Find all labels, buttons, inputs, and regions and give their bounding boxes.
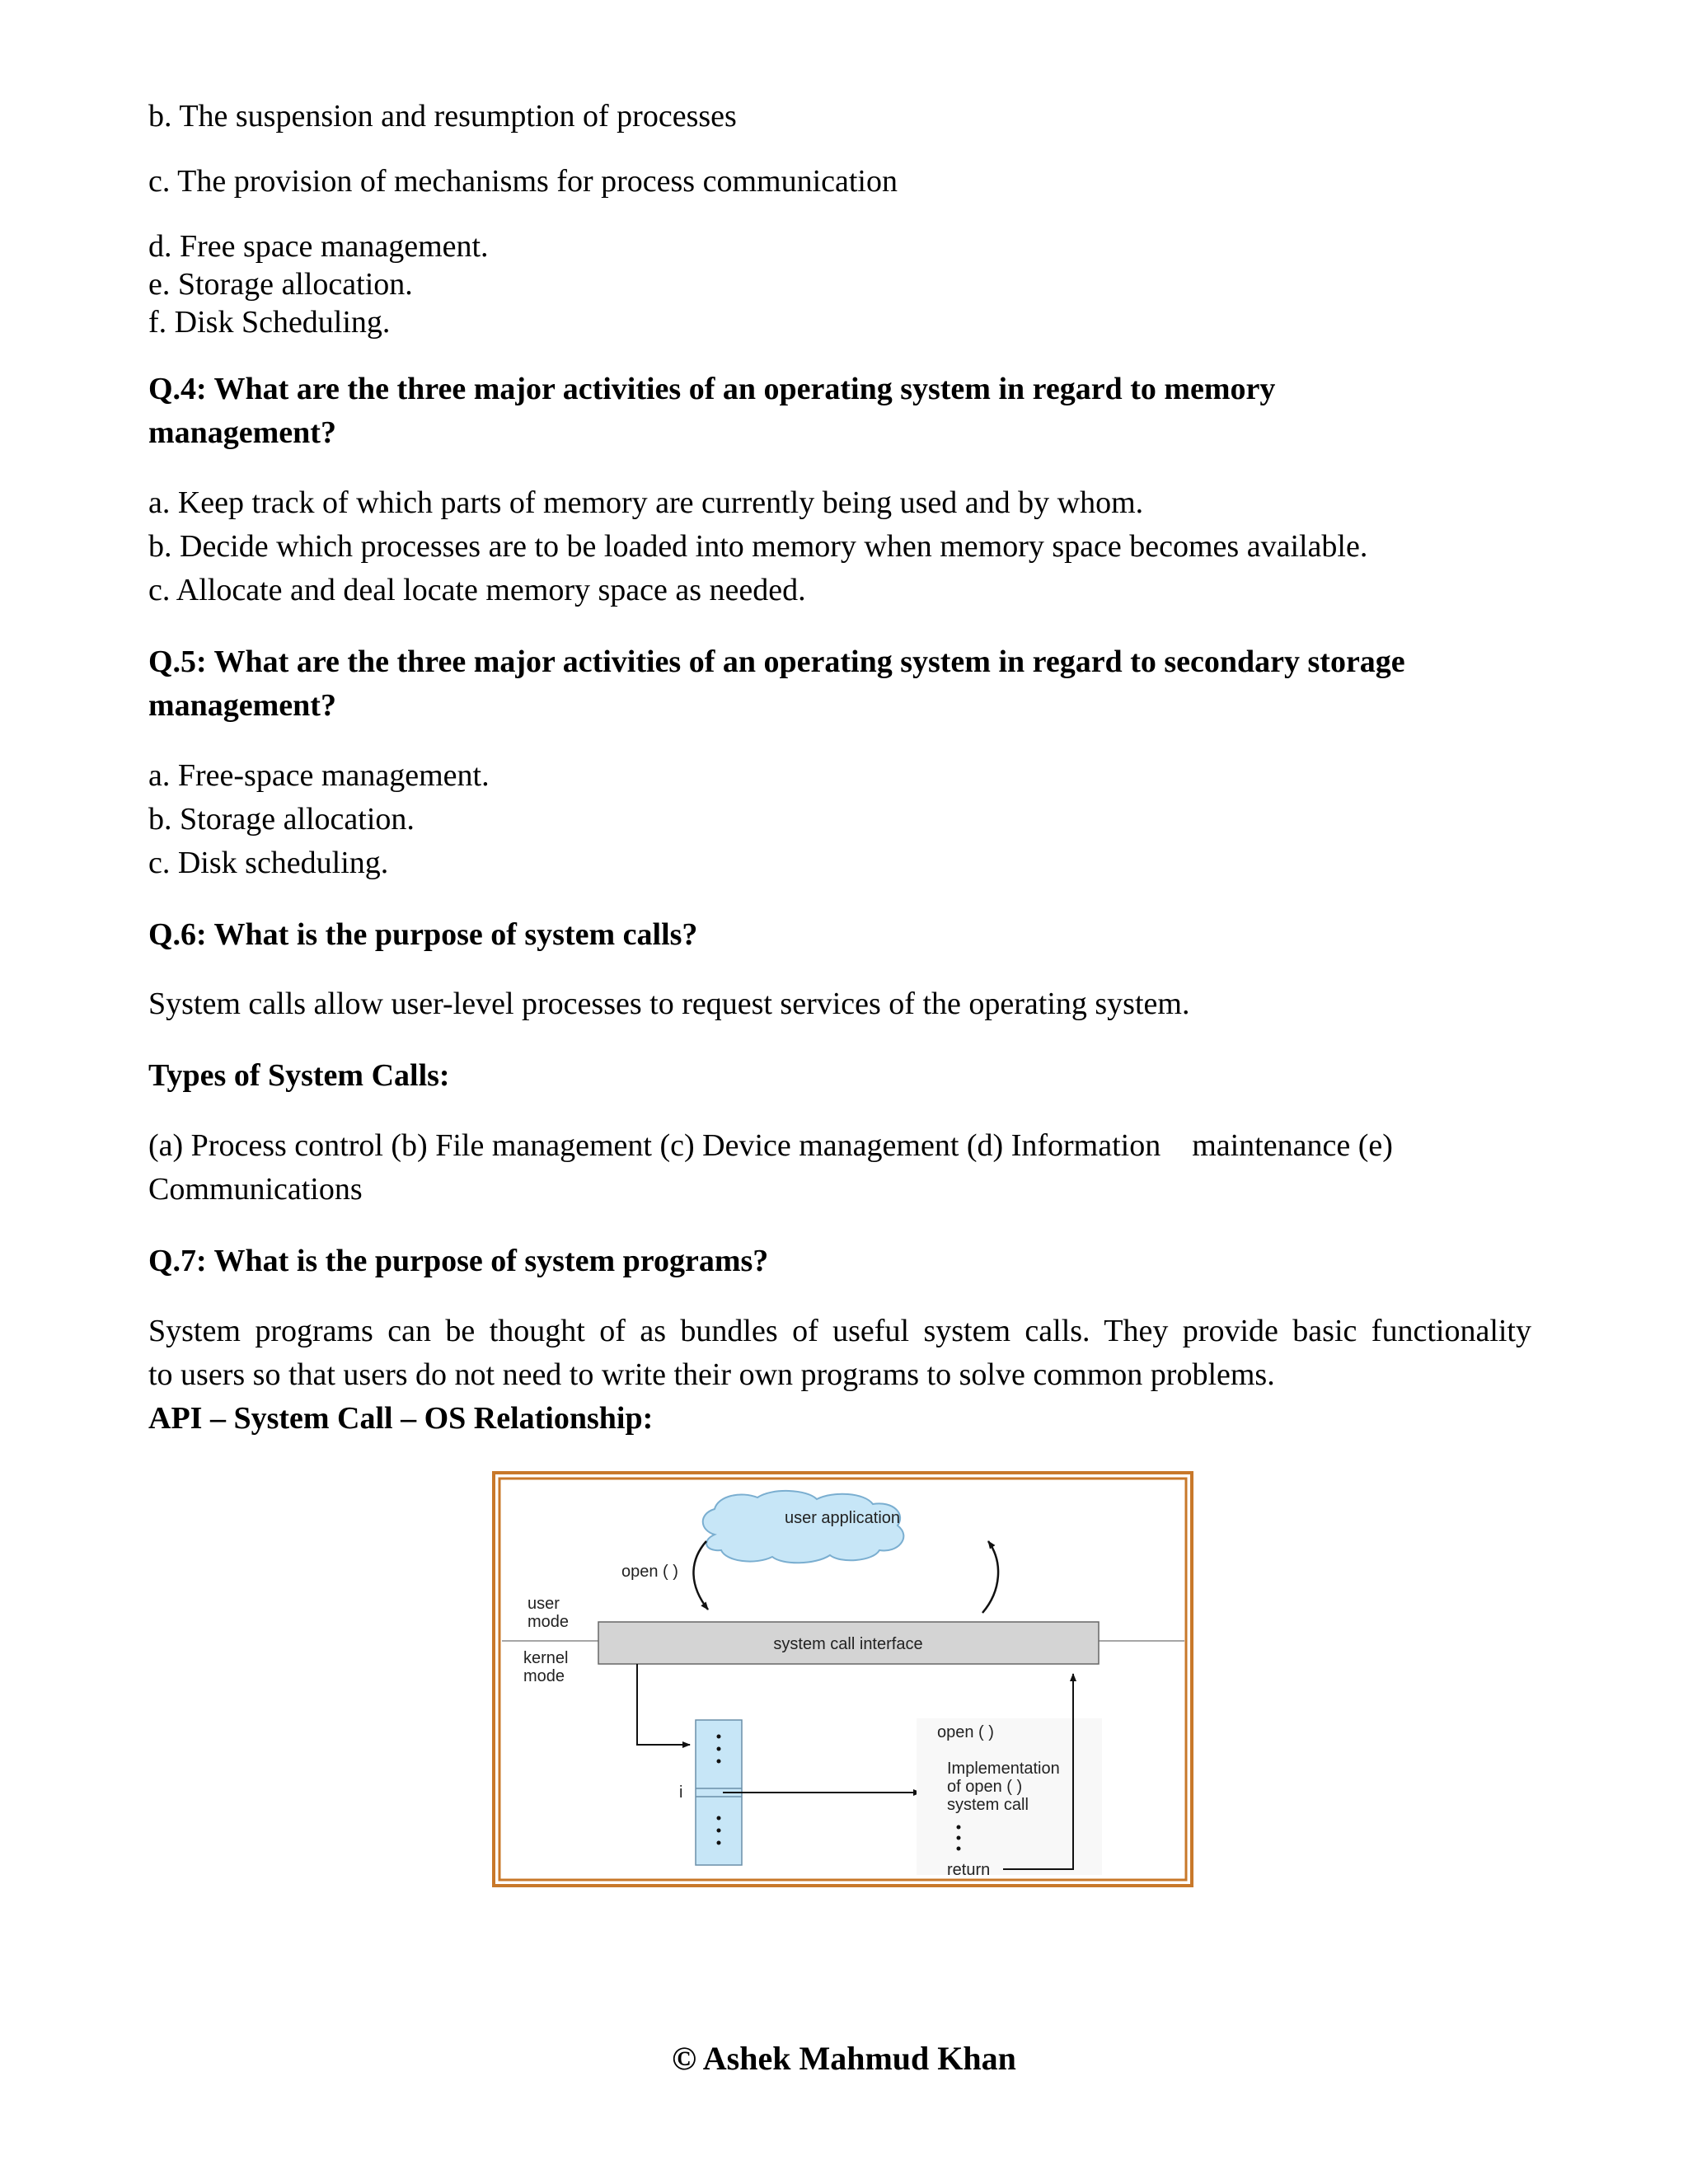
q4-answer: b. Decide which processes are to be loaded into memory when memory space becomes available.: [148, 529, 1368, 564]
user-application-label: user application: [784, 1509, 901, 1527]
q4-question-cont: management?: [148, 415, 336, 450]
q6-question: Q.6: What is the purpose of system calls?: [148, 917, 698, 952]
q6-answer: System calls allow user-level processes to request services of the operating system.: [148, 987, 1190, 1021]
kernel-mode-label: kernel: [523, 1649, 569, 1667]
list-item: b. The suspension and resumption of processes: [148, 99, 737, 134]
system-call-interface-label: system call interface: [773, 1635, 923, 1653]
table-index-label: i: [679, 1783, 683, 1802]
impl-label: of open ( ): [947, 1778, 1023, 1796]
kernel-mode-label: mode: [523, 1667, 565, 1685]
q5-answer: c. Disk scheduling.: [148, 846, 389, 880]
q7-answer-cont: to users so that users do not need to write their own programs to solve common problems.: [148, 1357, 1275, 1392]
types-list-cont: Communications: [148, 1172, 363, 1207]
api-heading: API – System Call – OS Relationship:: [148, 1401, 654, 1436]
q4-answer: a. Keep track of which parts of memory are currently being used and by whom.: [148, 485, 1144, 520]
q5-question: Q.5: What are the three major activities of an operating system in regard to secondary storage: [148, 644, 1405, 679]
list-item: c. The provision of mechanisms for process communication: [148, 164, 898, 199]
list-item: e. Storage allocation.: [148, 267, 413, 302]
open-call-label: open ( ): [621, 1563, 678, 1581]
q4-answer: c. Allocate and deal locate memory space as needed.: [148, 573, 806, 607]
copyright-footer: © Ashek Mahmud Khan: [672, 2040, 1016, 2077]
impl-open-label: open ( ): [937, 1723, 994, 1741]
types-heading: Types of System Calls:: [148, 1058, 450, 1093]
q5-answer: a. Free-space management.: [148, 758, 490, 793]
system-call-diagram: [492, 1471, 1193, 1887]
user-mode-label: mode: [528, 1613, 570, 1631]
q7-question: Q.7: What is the purpose of system programs?: [148, 1244, 769, 1278]
q5-question-cont: management?: [148, 688, 336, 723]
q4-question: Q.4: What are the three major activities of an operating system in regard to memory: [148, 372, 1276, 406]
list-item: d. Free space management.: [148, 229, 489, 264]
user-mode-label: user: [528, 1595, 560, 1613]
q5-answer: b. Storage allocation.: [148, 802, 415, 837]
impl-label: Implementation: [947, 1760, 1060, 1778]
types-list: (a) Process control (b) File management (c) Device management (d) Information maintenance (e): [148, 1128, 1393, 1163]
q7-answer: System programs can be thought of as bundles of useful system calls. They provide basic functionality: [148, 1314, 1531, 1348]
impl-label: system call: [947, 1796, 1029, 1814]
return-label: return: [947, 1861, 991, 1879]
list-item: f. Disk Scheduling.: [148, 305, 391, 340]
